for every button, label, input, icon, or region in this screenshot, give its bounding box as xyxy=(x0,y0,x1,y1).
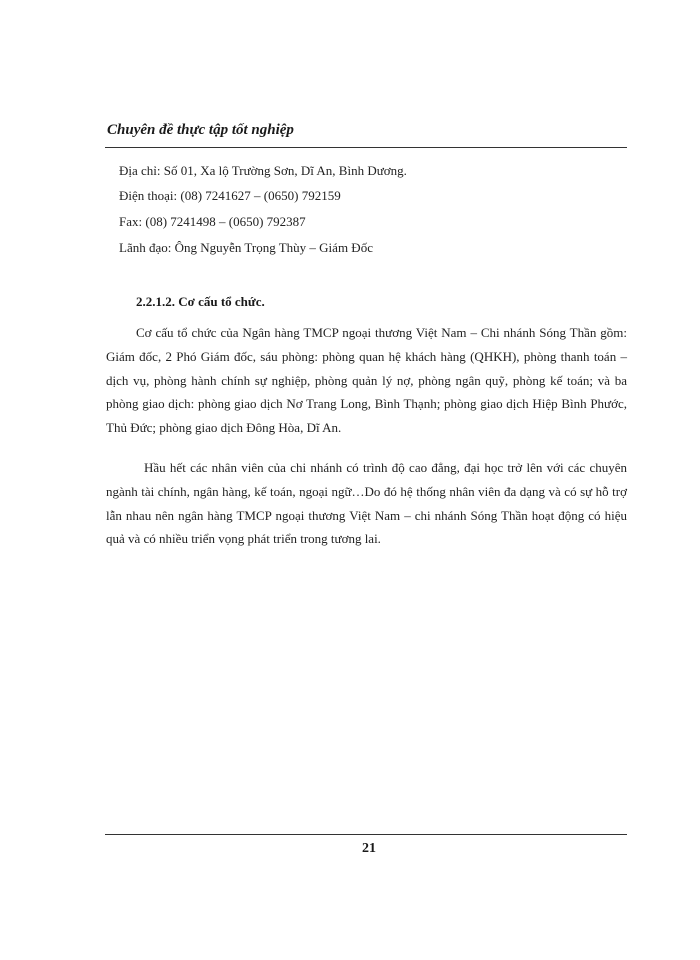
section-heading: 2.2.1.2. Cơ cấu tổ chức. xyxy=(136,294,265,309)
address-line: Địa chỉ: Số 01, Xa lộ Trường Sơn, Dĩ An, Bình Dương. xyxy=(119,163,407,178)
footer-divider xyxy=(105,834,627,835)
header-title: Chuyên đề thực tập tốt nghiệp xyxy=(107,122,294,138)
leader-line: Lãnh đạo: Ông Nguyễn Trọng Thùy – Giám Đốc xyxy=(119,240,373,255)
phone-line: Điện thoại: (08) 7241627 – (0650) 792159 xyxy=(119,188,341,203)
page-number: 21 xyxy=(362,841,376,856)
paragraph-organization-structure: Cơ cấu tổ chức của Ngân hàng TMCP ngoại thương Việt Nam – Chi nhánh Sóng Thần gồm: Giám đốc, 2 Phó Giám đốc, sáu phòng: phòng quan hệ khách hàng (QHKH), phòng thanh toán – dịch vụ, phòng hành chính sự nghiệp, phòng quản lý nợ, phòng ngân quỹ, phòng kế toán; và ba phòng giao dịch: phòng giao dịch Nơ Trang Long, Bình Thạnh; phòng giao dịch Hiệp Bình Phước, Thủ Đức; phòng giao dịch Đông Hòa, Dĩ An. xyxy=(106,325,627,436)
fax-line: Fax: (08) 7241498 – (0650) 792387 xyxy=(119,214,306,229)
paragraph-staff: Hầu hết các nhân viên của chi nhánh có trình độ cao đẳng, đại học trở lên với các chuyên ngành tài chính, ngân hàng, kế toán, ngoại ngữ…Do đó hệ thống nhân viên đa dạng và có sự hỗ trợ lẫn nhau nên ngân hàng TMCP ngoại thương Việt Nam – chi nhánh Sóng Thần hoạt động có hiệu quả và có nhiều triển vọng phát triển trong tương lai. xyxy=(106,460,627,547)
header-divider xyxy=(105,147,627,148)
